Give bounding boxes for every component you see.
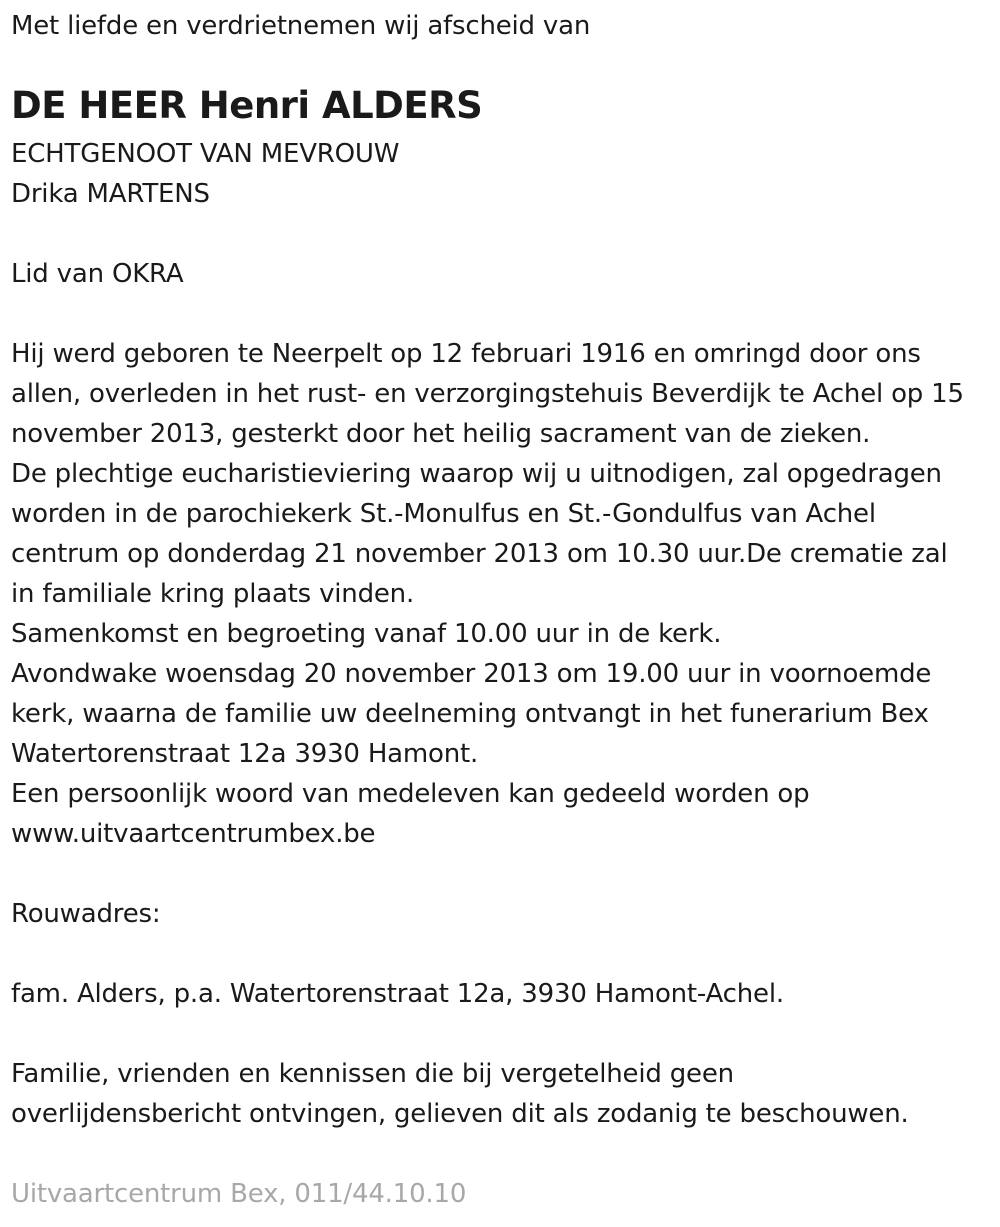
body-line: Hij werd geboren te Neerpelt op 12 februari 1916 en omringd door ons xyxy=(11,339,921,369)
intro-text: Met liefde en verdrietnemen wij afscheid van xyxy=(11,11,591,41)
spouse-block xyxy=(11,134,399,214)
body-line: Avondwake woensdag 20 november 2013 om 19.00 uur in voornoemde xyxy=(11,659,932,689)
body-line: Watertorenstraat 12a 3930 Hamont. xyxy=(11,739,479,769)
rouwadres-address: fam. Alders, p.a. Watertorenstraat 12a, 3930 Hamont-Achel. xyxy=(11,979,784,1009)
body-line: centrum op donderdag 21 november 2013 om 10.30 uur.De crematie zal xyxy=(11,539,948,569)
deceased-name: DE HEER Henri ALDERS xyxy=(11,84,483,127)
body-line: november 2013, gesterkt door het heilig sacrament van de zieken. xyxy=(11,419,871,449)
body-line: in familiale kring plaats vinden. xyxy=(11,579,415,609)
spouse-name: Drika MARTENS xyxy=(11,179,210,209)
closing-text xyxy=(11,1054,909,1134)
body-line: kerk, waarna de familie uw deelneming ontvangt in het funerarium Bex xyxy=(11,699,929,729)
closing-line: overlijdensbericht ontvingen, gelieven dit als zodanig te beschouwen. xyxy=(11,1099,909,1129)
rouwadres-label: Rouwadres: xyxy=(11,899,161,929)
footer-text: Uitvaartcentrum Bex, 011/44.10.10 xyxy=(11,1179,467,1209)
membership-text: Lid van OKRA xyxy=(11,259,184,289)
body-line: Samenkomst en begroeting vanaf 10.00 uur in de kerk. xyxy=(11,619,722,649)
body-line: De plechtige eucharistieviering waarop wij u uitnodigen, zal opgedragen xyxy=(11,459,942,489)
body-line: allen, overleden in het rust- en verzorgingstehuis Beverdijk te Achel op 15 xyxy=(11,379,964,409)
body-line: worden in de parochiekerk St.-Monulfus en St.-Gondulfus van Achel xyxy=(11,499,876,529)
body-text xyxy=(11,334,964,854)
body-line: Een persoonlijk woord van medeleven kan gedeeld worden op xyxy=(11,779,810,809)
website-text: www.uitvaartcentrumbex.be xyxy=(11,819,376,849)
spouse-title: ECHTGENOOT VAN MEVROUW xyxy=(11,139,400,169)
closing-line: Familie, vrienden en kennissen die bij vergetelheid geen xyxy=(11,1059,734,1089)
